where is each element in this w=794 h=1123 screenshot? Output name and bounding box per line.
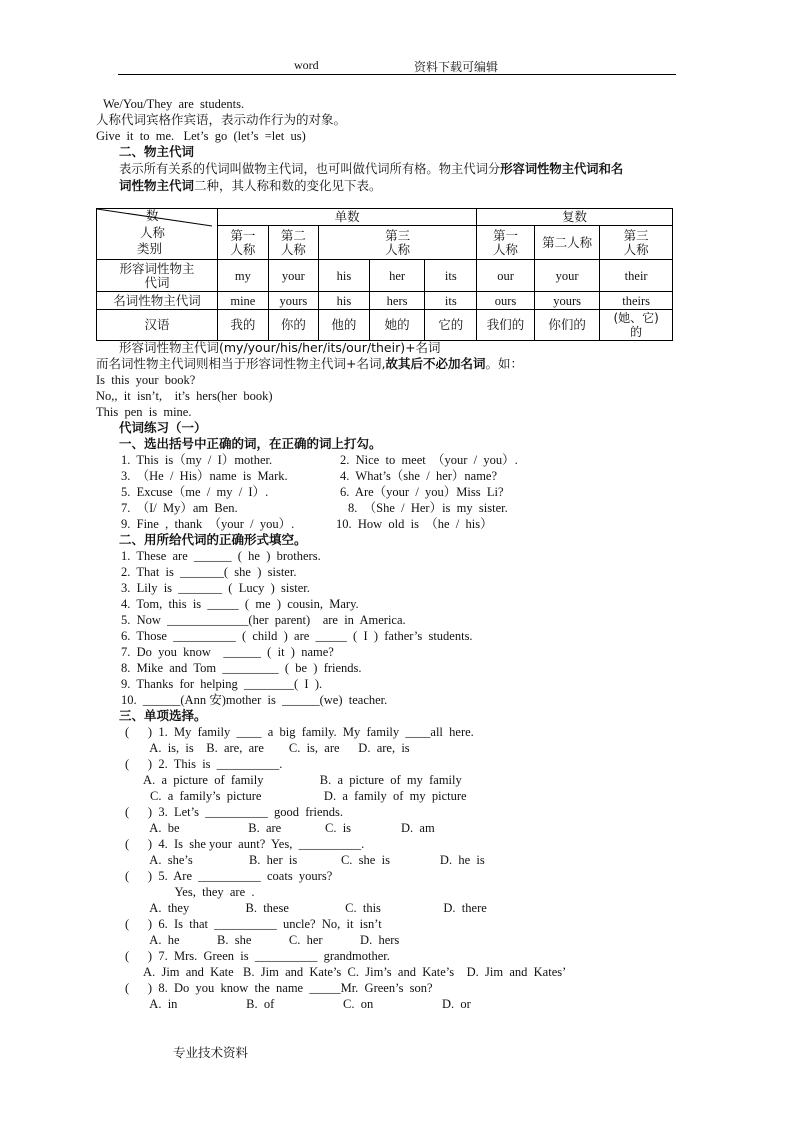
person-s1: 第一 人称	[218, 226, 269, 260]
part1-q6: 6. Are（your / you）Miss Li?	[340, 485, 504, 499]
part1-q1: 1. This is（my / I）mother.	[121, 453, 273, 467]
part2-q9: 9. Thanks for helping ________( I ).	[121, 677, 323, 691]
section2-desc-a-text: 表示所有关系的代词叫做物主代词，也可叫做代词所有格。物主代词分	[119, 162, 501, 176]
part2-title: 二、用所给代词的正确形式填空。	[119, 532, 307, 547]
part3-title: 三、单项选择。	[119, 708, 207, 723]
part3-line: ( ) 5. Are __________ coats yours?	[125, 869, 333, 883]
table-cell: hers	[369, 292, 425, 310]
header-left: word	[294, 58, 319, 72]
part1-title: 一、选出括号中正确的词，在正确的词上打勾。	[119, 436, 382, 451]
exercise-title: 代词练习（一）	[119, 420, 207, 435]
table-cell: (她、它) 的	[600, 310, 673, 341]
page-header	[118, 56, 676, 75]
table-cell: 它的	[425, 310, 477, 341]
table-cell: 她的	[369, 310, 425, 341]
section2-title: 二、物主代词	[119, 144, 195, 159]
note-line-3: Is this your book?	[96, 373, 196, 387]
section2-desc-bold-1: 形容词性物主代词	[500, 162, 599, 176]
part2-q4: 4. Tom, this is _____ ( me ) cousin, Mary.	[121, 597, 359, 611]
table-row	[97, 292, 673, 310]
table-cell: its	[425, 260, 477, 292]
note-line-2	[96, 356, 523, 372]
table-cell: our	[477, 260, 535, 292]
part2-q7: 7. Do you know ______ ( it ) name?	[121, 645, 334, 659]
part3-line: A. they B. these C. this D. there	[125, 901, 487, 915]
table-cell: my	[218, 260, 269, 292]
note-line-2-bold: 故其后不必加名词	[385, 356, 486, 371]
part2-q2: 2. That is _______( she ) sister.	[121, 565, 297, 579]
part2-q10: 10. ______(Ann 安)mother is ______(we) teacher.	[121, 693, 388, 707]
person-s2: 第二 人称	[268, 226, 319, 260]
part1-q3: 3. （He / His）name is Mark.	[121, 469, 288, 483]
intro-line-2: 人称代词宾格作宾语，表示动作行为的对象。	[96, 112, 347, 127]
part1-q8: 8. （She / Her）is my sister.	[348, 501, 508, 515]
part1-q2: 2. Nice to meet （your / you）.	[340, 453, 518, 467]
part2-q5: 5. Now _____________(her parent) are in America.	[121, 613, 406, 627]
part2-q3: 3. Lily is _______ ( Lucy ) sister.	[121, 581, 310, 595]
table-cell: his	[319, 292, 370, 310]
part3-line: ( ) 4. Is she your aunt? Yes, __________.	[125, 837, 365, 851]
table-row	[97, 260, 673, 292]
note-line-1: 形容词性物主代词(my/your/his/her/its/our/their)+名词	[119, 340, 441, 355]
header-singular: 单数	[218, 209, 477, 226]
note-line-2-text: 而名词性物主代词则相当于形容词性物主代词+名词,	[96, 356, 386, 371]
part3-line: ( ) 6. Is that __________ uncle? No, it isn’t	[125, 917, 382, 931]
table-cell: 你的	[268, 310, 319, 341]
diag-label-category: 类别	[137, 241, 163, 256]
table-cell: theirs	[600, 292, 673, 310]
part3-line: ( ) 7. Mrs. Green is __________ grandmother.	[125, 949, 390, 963]
header-plural: 复数	[477, 209, 673, 226]
part3-line: ( ) 1. My family ____ a big family. My family ____all here.	[125, 725, 474, 739]
part3-line: A. Jim and Kate B. Jim and Kate’s C. Jim’s and Kate’s D. Jim and Kates’	[125, 965, 567, 979]
part1-q4: 4. What’s（she / her）name?	[340, 469, 498, 483]
section2-desc-c-text: 二种，其人称和数的变化见下表。	[194, 178, 382, 193]
diag-label-person: 人称	[140, 225, 166, 240]
intro-line-1: We/You/They are students.	[103, 97, 245, 111]
part3-line: A. is, is B. are, are C. is, are D. are, is	[125, 741, 410, 755]
part3-line: A. a picture of family B. a picture of my family	[125, 773, 462, 787]
table-cell: 我们的	[477, 310, 535, 341]
part3-line: A. she’s B. her is C. she is D. he is	[125, 853, 485, 867]
table-cell: its	[425, 292, 477, 310]
part2-q8: 8. Mike and Tom _________ ( be ) friends.	[121, 661, 362, 675]
table-cell: 你们的	[534, 310, 599, 341]
part3-line: A. he B. she C. her D. hers	[125, 933, 400, 947]
person-s3: 第三 人称	[319, 226, 477, 260]
table-corner-cell	[97, 209, 218, 260]
part1-q9: 9. Fine , thank （your / you）.	[121, 517, 295, 531]
person-p2: 第二人称	[534, 226, 599, 260]
part3-line: Yes, they are .	[125, 885, 255, 899]
header-right: 资料下载可编辑	[414, 60, 499, 74]
part3-line: ( ) 2. This is __________.	[125, 757, 283, 771]
person-p1: 第一 人称	[477, 226, 535, 260]
section2-desc-bold-2: 和名	[598, 162, 624, 176]
row-label: 汉语	[97, 310, 218, 341]
part3-line: A. in B. of C. on D. or	[125, 997, 471, 1011]
table-cell: ours	[477, 292, 535, 310]
part2-q6: 6. Those __________ ( child ) are _____ ( I ) father’s students.	[121, 629, 473, 643]
table-cell: 他的	[319, 310, 370, 341]
table-cell: mine	[218, 292, 269, 310]
section2-desc-a	[119, 161, 623, 177]
table-cell: yours	[534, 292, 599, 310]
table-cell: their	[600, 260, 673, 292]
part2-q1: 1. These are ______ ( he ) brothers.	[121, 549, 321, 563]
part3-line: A. be B. are C. is D. am	[125, 821, 435, 835]
part1-q10: 10. How old is （he / his）	[336, 517, 493, 531]
table-cell: her	[369, 260, 425, 292]
table-cell: 我的	[218, 310, 269, 341]
row-label: 形容词性物主 代词	[97, 260, 218, 292]
part3-line: C. a family’s picture D. a family of my picture	[125, 789, 467, 803]
table-cell: yours	[268, 292, 319, 310]
page-footer: 专业技术资料	[173, 1045, 249, 1060]
person-p3: 第三 人称	[600, 226, 673, 260]
table-cell: your	[534, 260, 599, 292]
part3-line: ( ) 8. Do you know the name _____Mr. Green’s son?	[125, 981, 433, 995]
note-line-4: No,, it isn’t, it’s hers(her book)	[96, 389, 273, 403]
part1-q7: 7. （I/ My）am Ben.	[121, 501, 238, 515]
section2-desc-c	[119, 178, 382, 194]
section2-desc-bold-3: 词性物主代词	[119, 178, 195, 193]
row-label: 名词性物主代词	[97, 292, 218, 310]
part3-line: ( ) 3. Let’s __________ good friends.	[125, 805, 344, 819]
diag-label-number: 数	[146, 208, 159, 223]
table-cell: his	[319, 260, 370, 292]
intro-line-3: Give it to me. Let’s go (let’s =let us)	[96, 129, 306, 143]
pronoun-table	[96, 208, 673, 341]
table-row	[97, 310, 673, 341]
part1-q5: 5. Excuse（me / my / I）.	[121, 485, 269, 499]
table-cell: your	[268, 260, 319, 292]
note-line-2-tail: 。如：	[485, 356, 523, 371]
note-line-5: This pen is mine.	[96, 405, 192, 419]
